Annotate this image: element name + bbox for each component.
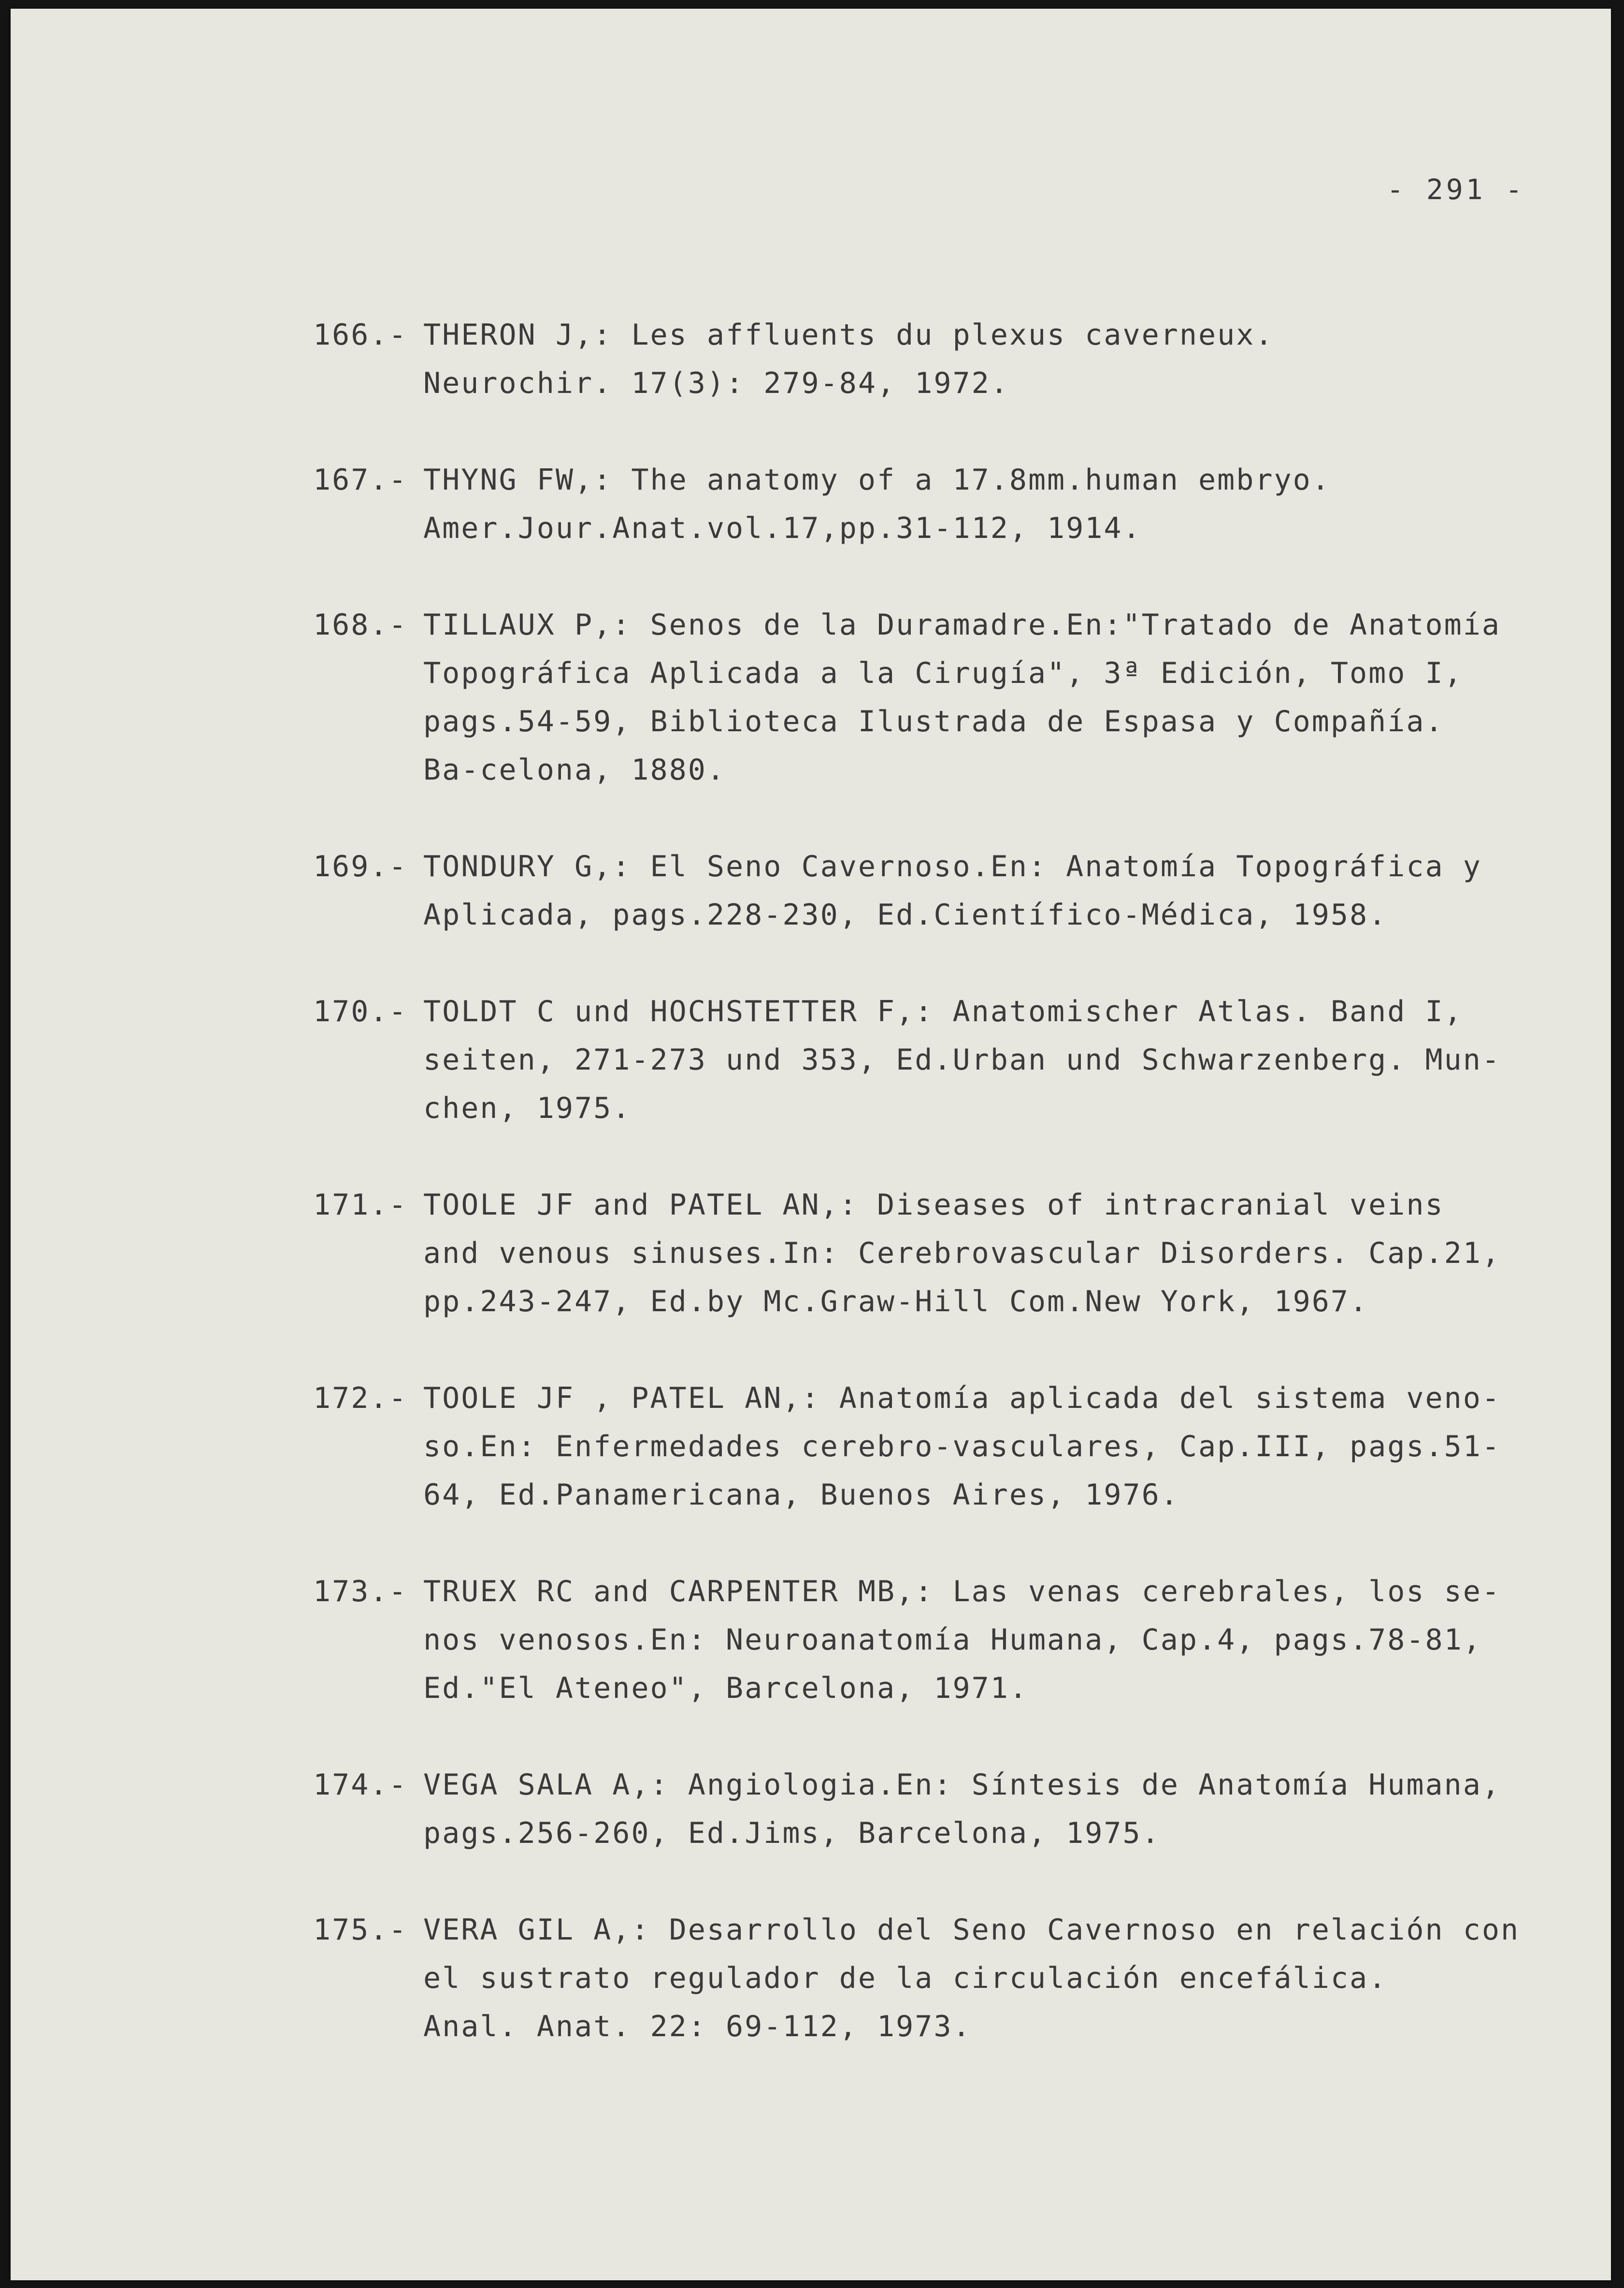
entry-line: chen, 1975. — [423, 1091, 632, 1125]
entry-number: 167.- — [313, 463, 408, 497]
entry-line: seiten, 271-273 und 353, Ed.Urban und Schwarzenberg. Mun- — [423, 1043, 1501, 1077]
entry-line: Neurochir. 17(3): 279-84, 1972. — [423, 366, 1009, 400]
entry-line: Amer.Jour.Anat.vol.17,pp.31-112, 1914. — [423, 511, 1142, 545]
entry-number: 171.- — [313, 1188, 408, 1222]
entry-number: 168.- — [313, 608, 408, 642]
entry-line: pp.243-247, Ed.by Mc.Graw-Hill Com.New York, 1967. — [423, 1285, 1369, 1318]
entry-line: VEGA SALA A,: Angiologia.En: Síntesis de Anatomía Humana, — [423, 1768, 1501, 1802]
entry-line: TONDURY G,: El Seno Cavernoso.En: Anatomía Topográfica y — [423, 850, 1482, 883]
entry-number: 169.- — [313, 850, 408, 883]
entry-line: and venous sinuses.In: Cerebrovascular Disorders. Cap.21, — [423, 1236, 1501, 1270]
entry-line: THERON J,: Les affluents du plexus caverneux. — [423, 318, 1274, 352]
entry-line: el sustrato regulador de la circulación encefálica. — [423, 1961, 1388, 1995]
entry-number: 174.- — [313, 1768, 408, 1802]
entry-line: Ba-celona, 1880. — [423, 753, 726, 787]
entry-line: THYNG FW,: The anatomy of a 17.8mm.human embryo. — [423, 463, 1331, 497]
entry-line: pags.256-260, Ed.Jims, Barcelona, 1975. — [423, 1816, 1161, 1850]
entry-line: Topográfica Aplicada a la Cirugía", 3ª Edición, Tomo I, — [423, 656, 1463, 690]
entry-number: 175.- — [313, 1913, 408, 1947]
entry-number: 173.- — [313, 1575, 408, 1608]
entry-line: nos venosos.En: Neuroanatomía Humana, Cap.4, pags.78-81, — [423, 1623, 1482, 1657]
entry-line: Aplicada, pags.228-230, Ed.Científico-Médica, 1958. — [423, 898, 1388, 932]
entry-number: 166.- — [313, 318, 408, 352]
entry-line: VERA GIL A,: Desarrollo del Seno Cavernoso en relación con — [423, 1913, 1520, 1947]
page-number: - 291 - — [1387, 173, 1525, 206]
entry-line: TRUEX RC and CARPENTER MB,: Las venas cerebrales, los se- — [423, 1575, 1501, 1608]
entry-line: TILLAUX P,: Senos de la Duramadre.En:"Tratado de Anatomía — [423, 608, 1501, 642]
entry-number: 172.- — [313, 1381, 408, 1415]
entry-line: Anal. Anat. 22: 69-112, 1973. — [423, 2010, 972, 2043]
entry-line: pags.54-59, Biblioteca Ilustrada de Espasa y Compañía. — [423, 705, 1444, 739]
entry-line: TOLDT C und HOCHSTETTER F,: Anatomischer Atlas. Band I, — [423, 995, 1463, 1028]
entry-line: Ed."El Ateneo", Barcelona, 1971. — [423, 1671, 1028, 1705]
entry-line: TOOLE JF and PATEL AN,: Diseases of intracranial veins — [423, 1188, 1444, 1222]
document-page — [11, 9, 1611, 2280]
entry-line: so.En: Enfermedades cerebro-vasculares, Cap.III, pags.51- — [423, 1430, 1501, 1463]
entry-line: TOOLE JF , PATEL AN,: Anatomía aplicada del sistema veno- — [423, 1381, 1501, 1415]
entry-number: 170.- — [313, 995, 408, 1028]
entry-line: 64, Ed.Panamericana, Buenos Aires, 1976. — [423, 1478, 1179, 1512]
